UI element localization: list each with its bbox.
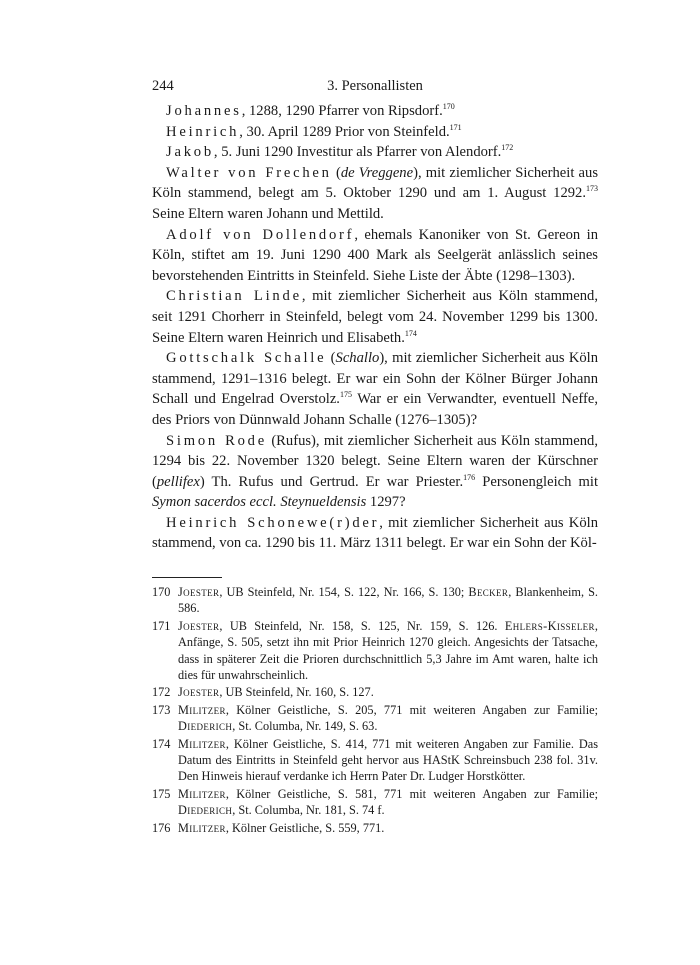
page-number: 244: [152, 78, 174, 94]
main-text: [152, 101, 598, 554]
entry-text: War er ein Verwandter, eventuell Neffe, des Priors von Dünnwald Johann Schalle (1276–1305)?: [152, 391, 598, 428]
footnote-171: [152, 618, 598, 684]
author-name: Militzer: [178, 702, 226, 717]
footnote-text: [178, 584, 598, 617]
footnote-number: 172: [152, 685, 171, 700]
footnote-ref[interactable]: 170: [442, 102, 455, 111]
footnote-number: 176: [152, 820, 171, 835]
citation-text: , Blankenheim, S. 586.: [178, 585, 598, 616]
footnote-text: [178, 736, 598, 785]
footnote-176: [152, 820, 598, 836]
citation-text: , UB Steinfeld, Nr. 158, S. 125, Nr. 159, S. 126.: [219, 618, 505, 633]
entry-text: , mit ziemlicher Sicherheit aus Köln stammend, von ca. 1290 bis 11. März 1311 belegt. Er war ein Sohn der Köl-: [152, 514, 598, 552]
citation-text: , Anfänge, S. 505, setzt ihn mit Prior Heinrich 1270 gleich. Angesichts der Tatsache, dass in späterer Zeit die Prioren durchschnittlich 5,3 Jahre im Amt waren, halte ich dies für unwahrscheinlich.: [178, 618, 598, 683]
author-name: Becker: [468, 585, 509, 599]
entry-gottschalk: [152, 348, 598, 430]
author-name: Ehlers-Kisseler: [504, 618, 595, 633]
footnote-rule: [152, 577, 222, 578]
author-name: Militzer: [178, 736, 226, 751]
footnote-170: [152, 584, 598, 617]
entry-text: , ehemals Kanoniker von St. Gereon in Köln, stiftet am 19. Juni 1290 400 Mark als Seelgerät anlässlich seines bevorstehenden Eintritts in Steinfeld. Siehe Liste der Äbte (1298–1303).: [152, 226, 598, 284]
footnote-ref[interactable]: 176: [463, 472, 476, 482]
citation-text: , UB Steinfeld, Nr. 154, S. 122, Nr. 166, S. 130;: [219, 585, 469, 599]
entry-text: ), mit ziemlicher Sicherheit aus Köln stammend, belegt am 5. Oktober 1290 und am 1. August 1292.: [152, 164, 599, 202]
footnote-text: [178, 702, 598, 735]
entry-heinrich: [152, 122, 598, 143]
latin-term: pellifex: [156, 473, 200, 490]
entry-text: (: [331, 164, 341, 181]
footnote-number: 173: [152, 702, 171, 717]
author-name: Joester: [178, 585, 220, 599]
person-name: Heinrich Schonewe(r)der: [166, 514, 380, 531]
person-name: Adolf von Dollendorf: [166, 226, 355, 243]
footnote-ref[interactable]: 172: [501, 143, 514, 153]
entry-text: (: [326, 350, 336, 367]
citation-text: , Kölner Geistliche, S. 205, 771 mit weiteren Angaben zur Familie;: [225, 702, 598, 717]
citation-text: , Kölner Geistliche, S. 414, 771 mit weiteren Angaben zur Familie. Das Datum des Eintritts in Steinfeld geht hervor aus HAStK Schreinsbuch 238 fol. 31v. Den Hinweis hierauf verdanke ich Herrn Pater Dr. Ludger Horstkötter.: [178, 736, 598, 784]
entry-jakob: [152, 142, 598, 163]
footnote-text: [178, 786, 598, 819]
person-name: Johannes: [166, 103, 242, 119]
entry-text: , 5. Juni 1290 Investitur als Pfarrer von Alendorf.: [213, 144, 502, 161]
author-name: Diederich: [178, 803, 233, 818]
footnote-number: 170: [152, 585, 171, 599]
entry-walter: [152, 163, 598, 225]
entry-text: ), mit ziemlicher Sicherheit aus Köln stammend, 1291–1316 belegt. Er war ein Sohn der Kölner Bürger Johann Schall und Engelrad Overstolz.: [152, 350, 599, 408]
author-name: Diederich: [178, 719, 233, 734]
running-title: 3. Personallisten: [327, 78, 423, 94]
footnote-number: 175: [152, 786, 171, 801]
citation-text: , St. Columba, Nr. 149, S. 63.: [232, 719, 378, 734]
footnote-ref[interactable]: 175: [339, 390, 352, 400]
entry-text: , 30. April 1289 Prior von Steinfeld.: [239, 123, 450, 140]
footnote-173: [152, 702, 598, 735]
footnote-174: [152, 736, 598, 785]
running-header: [152, 78, 598, 95]
footnote-text: [178, 684, 598, 700]
person-name: Simon Rode: [166, 432, 267, 449]
entry-text: (Rufus), mit ziemlicher Sicherheit aus Köln stammend, 1294 bis 22. November 1320 belegt. Seine Eltern waren der Kürschner (: [152, 432, 599, 490]
person-name: Heinrich: [166, 123, 240, 140]
entry-text: Seine Eltern waren Johann und Mettild.: [152, 205, 384, 222]
latin-name: de Vreggene: [340, 164, 414, 181]
entry-johannes: [152, 101, 598, 122]
footnote-text: [178, 618, 598, 684]
entry-text: 1297?: [366, 494, 406, 511]
author-name: Militzer: [178, 786, 226, 801]
page-body: [152, 78, 598, 554]
person-name: Gottschalk Schalle: [166, 350, 327, 367]
person-name: Walter von Frechen: [166, 164, 332, 181]
footnote-ref[interactable]: 171: [449, 122, 462, 132]
latin-quote: Symon sacerdos eccl. Steynueldensis: [152, 494, 367, 511]
footnotes: [152, 584, 598, 837]
footnote-172: [152, 684, 598, 700]
citation-text: , Kölner Geistliche, S. 581, 771 mit weiteren Angaben zur Familie;: [225, 786, 598, 801]
entry-text: Personengleich mit: [475, 473, 599, 490]
entry-adolf: [152, 225, 598, 287]
entry-christian: [152, 286, 598, 348]
person-name: Jakob: [166, 144, 214, 161]
entry-text: , mit ziemlicher Sicherheit aus Köln stammend, seit 1291 Chorherr in Steinfeld, belegt vom 24. November 1299 bis 1300. Seine Eltern waren Heinrich und Elisabeth.: [152, 288, 599, 346]
entry-heinrich-schonewerder: [152, 513, 598, 554]
author-name: Militzer: [178, 820, 226, 835]
person-name: Christian Linde: [166, 288, 302, 305]
citation-text: , Kölner Geistliche, S. 559, 771.: [225, 820, 385, 835]
entry-simon: [152, 431, 598, 513]
entry-text: , 1288, 1290 Pfarrer von Ripsdorf.: [241, 103, 443, 119]
footnote-text: [178, 820, 598, 836]
latin-name: Schallo: [335, 350, 380, 367]
footnote-175: [152, 786, 598, 819]
footnote-ref[interactable]: 173: [586, 184, 598, 194]
footnote-number: 174: [152, 736, 171, 751]
author-name: Joester: [178, 685, 220, 700]
author-name: Joester: [178, 618, 220, 633]
footnote-number: 171: [152, 618, 171, 633]
entry-text: ) Th. Rufus und Gertrud. Er war Priester.: [199, 473, 464, 490]
citation-text: , UB Steinfeld, Nr. 160, S. 127.: [219, 685, 374, 700]
citation-text: , St. Columba, Nr. 181, S. 74 f.: [232, 803, 385, 818]
footnote-ref[interactable]: 174: [404, 328, 417, 338]
